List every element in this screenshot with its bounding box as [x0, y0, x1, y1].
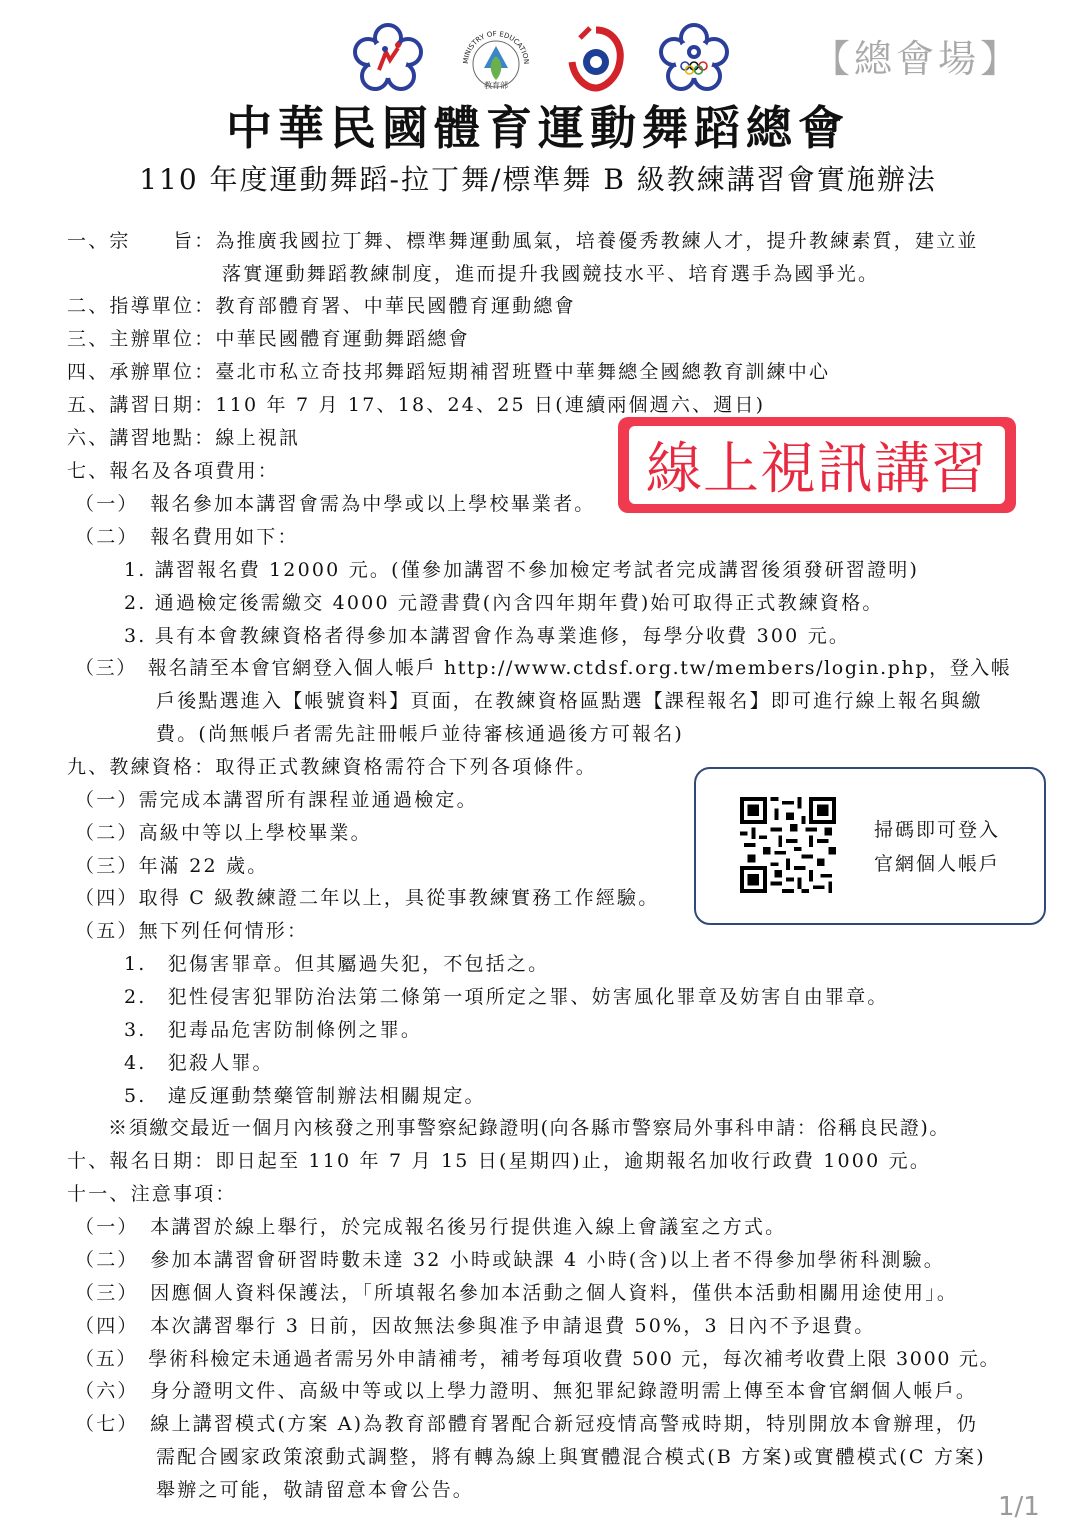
online-session-banner-text: 線上視訊講習	[629, 426, 1005, 504]
text-line: 三、主辦單位：中華民國體育運動舞蹈總會	[67, 328, 470, 350]
ministry-of-education-logo-icon	[456, 22, 536, 102]
page-title: 中華民國體育運動舞蹈總會	[226, 101, 850, 155]
text-line: 七、報名及各項費用：	[67, 460, 280, 482]
text-line: （二）高級中等以上學校畢業。	[75, 822, 372, 844]
text-line: （二） 報名費用如下：	[75, 526, 299, 548]
text-line: 一、宗 旨：為推廣我國拉丁舞、標準舞運動風氣，培養優秀教練人才，提升教練素質，建立並	[67, 230, 979, 252]
text-line: 九、教練資格：取得正式教練資格需符合下列各項條件。	[67, 756, 598, 778]
svg-text:教育部: 教育部	[484, 81, 508, 90]
qr-login-box	[694, 767, 1046, 925]
text-line: 4. 犯殺人罪。	[124, 1052, 274, 1074]
text-line: 5. 違反運動禁藥管制辦法相關規定。	[124, 1085, 486, 1107]
text-line: 1. 犯傷害罪章。但其屬過失犯，不包括之。	[124, 953, 550, 975]
text-line: （六） 身分證明文件、高級中等或以上學力證明、無犯罪紀錄證明需上傳至本會官網個人帳戶。	[75, 1380, 978, 1402]
text-line: 五、講習日期：110 年 7 月 17、18、24、25 日(連續兩個週六、週日)	[67, 394, 766, 416]
text-line: 四、承辦單位：臺北市私立奇技邦舞蹈短期補習班暨中華舞總全國總教育訓練中心	[67, 361, 831, 383]
text-line: （一）需完成本講習所有課程並通過檢定。	[75, 789, 478, 811]
text-line: 3. 具有本會教練資格者得參加本講習會作為專業進修，每學分收費 300 元。	[124, 625, 851, 647]
text-line: 落實運動舞蹈教練制度，進而提升我國競技水平、培育選手為國爭光。	[222, 263, 880, 285]
text-line: 費。(尚無帳戶者需先註冊帳戶並待審核通過後方可報名)	[156, 723, 685, 745]
text-line: 戶後點選進入【帳號資料】頁面，在教練資格區點選【課程報名】即可進行線上報名與繳	[156, 690, 983, 712]
text-line: 2. 通過檢定後需繳交 4000 元證書費(內含四年期年費)始可取得正式教練資格。	[124, 592, 884, 614]
text-line: 六、講習地點：線上視訊	[67, 427, 301, 449]
text-line: ※須繳交最近一個月內核發之刑事警察紀錄證明(向各縣市警察局外事科申請：俗稱良民證)。	[108, 1117, 951, 1139]
online-session-banner	[618, 417, 1016, 513]
text-line: （五）無下列任何情形：	[75, 920, 309, 942]
logo-bar	[352, 22, 732, 102]
text-line: （四） 本次講習舉行 3 日前，因故無法參與准予申請退費 50%，3 日內不予退費。	[75, 1315, 876, 1337]
text-line: 1. 講習報名費 12000 元。(僅參加講習不參加檢定考試者完成講習後須發研習證明)	[124, 559, 920, 581]
page-number: 1/1	[998, 1492, 1040, 1522]
text-line: 二、指導單位：教育部體育署、中華民國體育運動總會	[67, 295, 576, 317]
text-line: （四）取得 C 級教練證二年以上，具從事教練實務工作經驗。	[75, 887, 660, 909]
svg-text:MINISTRY OF EDUCATION: MINISTRY OF EDUCATION	[461, 29, 531, 65]
page-subtitle: 110 年度運動舞蹈-拉丁舞/標準舞 B 級教練講習會實施辦法	[139, 163, 937, 196]
venue-label: 【總會場】	[812, 37, 1023, 81]
text-line: 需配合國家政策滾動式調整，將有轉為線上與實體混合模式(B 方案)或實體模式(C 方案)	[156, 1446, 986, 1468]
qr-code-icon[interactable]	[740, 797, 836, 893]
text-line: （三） 因應個人資料保護法，「所填報名參加本活動之個人資料，僅供本活動相關用途使用」。	[75, 1282, 959, 1304]
text-line: 舉辦之可能，敬請留意本會公告。	[156, 1479, 475, 1501]
text-line: （五） 學術科檢定未通過者需另外申請補考，補考每項收費 500 元，每次補考收費上限 3000 元。	[75, 1348, 1001, 1370]
sports-administration-logo-icon	[566, 22, 626, 98]
text-line: 十、報名日期：即日起至 110 年 7 月 15 日(星期四)止，逾期報名加收行政費 1000 元。	[67, 1150, 932, 1172]
olympic-committee-logo-icon	[658, 22, 730, 94]
text-line: 3. 犯毒品危害防制條例之罪。	[124, 1019, 423, 1041]
text-line: （一） 報名參加本講習會需為中學或以上學校畢業者。	[75, 493, 596, 515]
text-line: 十一、注意事項：	[67, 1183, 237, 1205]
text-line: （三）年滿 22 歲。	[75, 855, 269, 877]
text-line: （七） 線上講習模式(方案 A)為教育部體育署配合新冠疫情高警戒時期，特別開放本會辦理，仍	[75, 1413, 979, 1435]
qr-caption-line1: 掃碼即可登入	[874, 819, 1001, 841]
text-line: （三） 報名請至本會官網登入個人帳戶 http://www.ctdsf.org.tw/members/login.php，登入帳	[75, 657, 1012, 679]
text-line: 2. 犯性侵害犯罪防治法第二條第一項所定之罪、妨害風化罪章及妨害自由罪章。	[124, 986, 889, 1008]
qr-caption-line2: 官網個人帳戶	[874, 853, 1001, 875]
text-line: （二） 參加本講習會研習時數未達 32 小時或缺課 4 小時(含)以上者不得參加學術科測驗。	[75, 1249, 945, 1271]
ctdsf-logo-icon	[352, 22, 424, 94]
text-line: （一） 本講習於線上舉行，於完成報名後另行提供進入線上會議室之方式。	[75, 1216, 787, 1238]
